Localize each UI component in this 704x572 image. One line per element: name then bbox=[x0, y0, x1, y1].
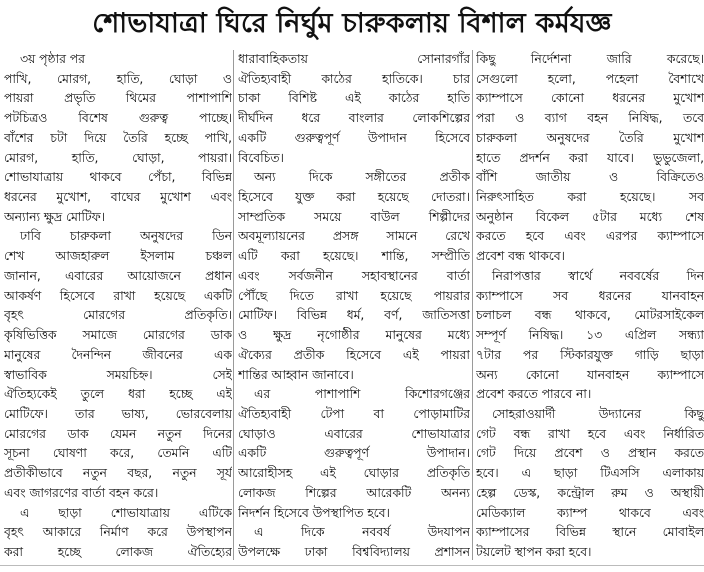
text-line: গেট বন্ধ রাখা হবে এবং নির্ধারিত bbox=[476, 426, 704, 441]
text-line: ঐতিহ্যকেই তুলে ধরা হচ্ছে এই bbox=[4, 387, 232, 402]
text-line: পায়রা প্রভৃতি থিমের পাশাপাশি bbox=[4, 91, 232, 106]
text-line: ক্যাম্পাসে কোনো ধরনের মুখোশ bbox=[476, 91, 704, 106]
text-line: এবং জাগরণের বার্তা বহন করে। bbox=[4, 485, 159, 500]
text-line: বৃহৎ মোরগের প্রতিকৃতি। bbox=[4, 308, 232, 323]
text-line: একটি গুরুত্বপূর্ণ উপাদান হিসেবে bbox=[238, 130, 470, 145]
text-line: অন্যান্য ক্ষুদ্র মোটিফ। bbox=[4, 209, 105, 224]
text-line: বাঁশের চটা দিয়ে তৈরি হচ্ছে পাখি, bbox=[4, 130, 232, 145]
text-line: উপলক্ষে ঢাকা বিশ্ববিদ্যালয় প্রশাসন bbox=[238, 544, 470, 559]
text-line: সূচনা ঘোষণা করে, তেমনি এটি bbox=[4, 446, 232, 461]
text-line: অন্য দিকে সঙ্গীতের প্রতীক bbox=[254, 170, 470, 185]
text-line: শান্তির আহ্বান জানাবে। bbox=[238, 367, 354, 382]
text-line: কৃষিভিত্তিক সমাজে মোরগের ডাক bbox=[4, 328, 232, 343]
text-line: করতে হবে এবং এরপর ক্যাম্পাসে bbox=[476, 229, 704, 244]
text-line: ঐক্যের প্রতীক হিসেবে এই পায়রা bbox=[238, 347, 470, 362]
text-line: সম্পূর্ণ নিষিদ্ধ। ১৩ এপ্রিল সন্ধ্যা bbox=[476, 328, 704, 343]
text-line: হবে। এ ছাড়া টিএসসি এলাকায় bbox=[476, 466, 704, 481]
text-line: এটি করা হয়েছে। শান্তি, সম্প্রীতি bbox=[238, 249, 470, 264]
text-line: একটি গুরুত্বপূর্ণ উপাদান। bbox=[238, 446, 470, 461]
text-line: নিরাপত্তার স্বার্থে নববর্ষের দিন bbox=[492, 268, 704, 283]
text-line: হেল্প ডেস্ক, কন্ট্রোল রুম ও অস্থায়ী bbox=[476, 485, 704, 500]
page-bottom-rule bbox=[0, 565, 704, 566]
text-line: স্বাভাবিক সময়চিহ্ন। সেই bbox=[4, 367, 232, 382]
text-line: ঐতিহ্যবাহী কাঠের হাতিকে। চার bbox=[238, 71, 470, 86]
text-line: পাখি, মোরগ, হাতি, ঘোড়া ও bbox=[4, 71, 232, 86]
text-line: দীর্ঘদিন ধরে বাংলার লোকশিল্পের bbox=[238, 111, 470, 126]
text-line: হাতে প্রদর্শন করা যাবে। ভুভুজেলা, bbox=[476, 150, 704, 165]
text-line: শেখ আজহারুল ইসলাম চঞ্চল bbox=[4, 249, 232, 264]
text-line: মানুষের দৈনন্দিন জীবনের এক bbox=[4, 347, 232, 362]
text-line: ধারাবাহিকতায় সোনারগাঁর bbox=[238, 52, 470, 66]
text-line: সাম্প্রতিক সময়ে বাউল শিল্পীদের bbox=[238, 209, 470, 224]
text-line: গেট দিয়ে প্রবেশ ও প্রস্থান করতে bbox=[476, 446, 704, 461]
text-line: এ দিকে নববর্ষ উদযাপন bbox=[254, 525, 470, 540]
text-line: ক্যাম্পাসে সব ধরনের যানবাহন bbox=[476, 288, 704, 303]
text-line: নিদর্শন হিসেবে উপস্থাপিত হবে। bbox=[238, 505, 390, 520]
text-line: বৃহৎ আকারে নির্মাণ করে উপস্থাপন bbox=[4, 525, 232, 540]
text-line: আরোহীসহ এই ঘোড়ার প্রতিকৃতি bbox=[238, 466, 470, 481]
text-line: জানান, এবারের আয়োজনে প্রধান bbox=[4, 268, 232, 283]
text-line: প্রবেশ বন্ধ থাকবে। bbox=[476, 249, 565, 264]
text-line: মোরগের ডাক যেমন নতুন দিনের bbox=[4, 426, 232, 441]
column-divider bbox=[472, 50, 473, 560]
text-line: প্রবেশ করতে পারবে না। bbox=[476, 387, 592, 402]
text-line: ক্যাম্পাসের বিভিন্ন স্থানে মোবাইল bbox=[476, 525, 704, 540]
text-line: ধরনের মুখোশ, বাঘের মুখোশ এবং bbox=[4, 190, 232, 205]
text-line: শোভাযাত্রায় থাকবে পেঁচা, বিভিন্ন bbox=[4, 170, 232, 185]
text-line: সোহরাওয়ার্দী উদ্যানের কিছু bbox=[492, 406, 704, 421]
text-line: মোটিফ। বিভিন্ন ধর্ম, বর্ণ, জাতিসত্তা bbox=[238, 308, 470, 323]
text-line: এ ছাড়া শোভাযাত্রায় এটিকে bbox=[20, 505, 232, 520]
text-line: মোরগ, হাতি, ঘোড়া, পায়রা। bbox=[4, 150, 232, 165]
text-line: বাঁশি জাতীয় ও বিক্রিতেও bbox=[476, 170, 704, 185]
text-line: লোকজ শিল্পের আরেকটি অনন্য bbox=[238, 485, 470, 500]
text-line: ৩য় পৃষ্ঠার পর bbox=[20, 52, 85, 66]
text-line: ৭টার পর স্টিকারযুক্ত গাড়ি ছাড়া bbox=[476, 347, 704, 362]
text-line: ঐতিহ্যবাহী টেপা বা পোড়ামাটির bbox=[238, 406, 470, 421]
text-line: পৌঁছে দিতে রাখা হয়েছে পায়রার bbox=[238, 288, 470, 303]
text-line: আকর্ষণ হিসেবে রাখা হয়েছে একটি bbox=[4, 288, 232, 303]
column-divider bbox=[233, 50, 234, 560]
text-line: নিরুৎসাহিত করা হয়েছে। সব bbox=[476, 190, 704, 205]
text-line: হিসেবে যুক্ত করা হয়েছে দোতরা। bbox=[238, 190, 470, 205]
article-column-1 bbox=[4, 50, 232, 560]
text-line: মেডিক্যাল ক্যাম্প থাকবে এবং bbox=[476, 505, 704, 520]
text-line: বিবেচিত। bbox=[238, 150, 284, 165]
text-line: প্রতীকীভাবে নতুন বছর, নতুন সূর্য bbox=[4, 466, 232, 481]
text-line: ঢাবি চারুকলা অনুষদের ডিন bbox=[20, 229, 232, 244]
article-column-2 bbox=[238, 50, 470, 560]
text-line: চাকা বিশিষ্ট এই কাঠের হাতি bbox=[238, 91, 470, 106]
text-line: করা হচ্ছে লোকজ ঐতিহ্যের bbox=[4, 544, 232, 559]
text-line: এর পাশাপাশি কিশোরগঞ্জের bbox=[254, 387, 470, 402]
text-line: ও ক্ষুদ্র নৃগোষ্ঠীর মানুষের মধ্যে bbox=[238, 328, 470, 343]
text-line: পটচিত্রও বিশেষ গুরুত্ব পাচ্ছে। bbox=[4, 111, 232, 126]
text-line: পরা ও ব্যাগ বহন নিষিদ্ধ, তবে bbox=[476, 111, 704, 126]
article-headline: শোভাযাত্রা ঘিরে নির্ঘুম চারুকলায় বিশাল কর্মযজ্ঞ bbox=[92, 8, 612, 39]
text-line: টয়লেট স্থাপন করা হবে। bbox=[476, 544, 592, 559]
text-line: সেগুলো হলো, পহেলা বৈশাখে bbox=[476, 71, 704, 86]
text-line: ঘোড়াও এবারের শোভাযাত্রার bbox=[238, 426, 470, 441]
text-line: অবমূল্যায়নের প্রসঙ্গ সামনে রেখে bbox=[238, 229, 470, 244]
text-line: চারুকলা অনুষদের তৈরি মুখোশ bbox=[476, 130, 704, 145]
text-line: মোটিফে। তার ভাষ্য, ভোরবেলায় bbox=[4, 406, 232, 421]
text-line: চলাচল বন্ধ থাকবে, মোটরসাইকেল bbox=[476, 308, 704, 323]
article-column-3 bbox=[476, 50, 704, 560]
text-line: কিছু নির্দেশনা জারি করেছে। bbox=[476, 52, 704, 66]
text-line: অনুষ্ঠান বিকেল ৫টার মধ্যে শেষ bbox=[476, 209, 704, 224]
text-line: অন্য কোনো যানবাহন ক্যাম্পাসে bbox=[476, 367, 704, 382]
text-line: এবং সর্বজনীন সহাবস্থানের বার্তা bbox=[238, 268, 470, 283]
